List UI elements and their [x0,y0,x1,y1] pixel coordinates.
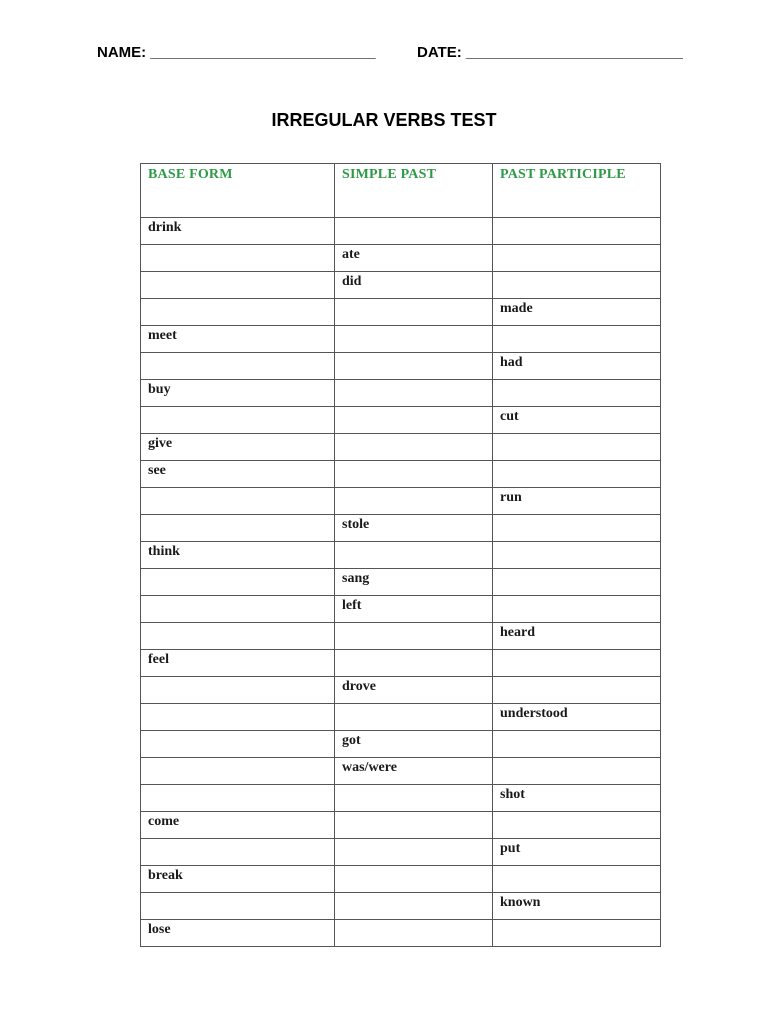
table-row [141,542,661,569]
table-row [141,434,661,461]
base-form-cell[interactable] [141,353,335,380]
table-row [141,812,661,839]
base-form-cell[interactable] [141,299,335,326]
simple-past-cell[interactable] [335,812,493,839]
base-form-cell[interactable] [141,515,335,542]
simple-past-cell[interactable] [335,623,493,650]
past-participle-cell[interactable] [493,812,661,839]
simple-past-cell[interactable] [335,542,493,569]
column-header-past-participle: PAST PARTICIPLE [493,164,661,218]
past-participle-cell: put [493,839,661,866]
past-participle-cell[interactable] [493,326,661,353]
simple-past-cell[interactable] [335,704,493,731]
table-row [141,245,661,272]
past-participle-cell[interactable] [493,218,661,245]
table-row [141,218,661,245]
base-form-cell[interactable] [141,488,335,515]
past-participle-cell: run [493,488,661,515]
base-form-cell: come [141,812,335,839]
past-participle-cell: shot [493,785,661,812]
past-participle-cell[interactable] [493,272,661,299]
page-title: IRREGULAR VERBS TEST [271,110,497,130]
past-participle-cell: had [493,353,661,380]
table-row [141,488,661,515]
past-participle-cell: made [493,299,661,326]
past-participle-cell: cut [493,407,661,434]
base-form-cell[interactable] [141,245,335,272]
column-header-base-form: BASE FORM [141,164,335,218]
base-form-cell[interactable] [141,623,335,650]
simple-past-cell[interactable] [335,839,493,866]
table-row [141,920,661,947]
simple-past-cell[interactable] [335,920,493,947]
past-participle-cell[interactable] [493,380,661,407]
base-form-cell: lose [141,920,335,947]
base-form-cell: meet [141,326,335,353]
base-form-cell: think [141,542,335,569]
simple-past-cell[interactable] [335,893,493,920]
table-row [141,299,661,326]
base-form-cell[interactable] [141,596,335,623]
table-row [141,839,661,866]
table-header-row [141,164,661,218]
base-form-cell[interactable] [141,785,335,812]
table-row [141,461,661,488]
simple-past-cell: drove [335,677,493,704]
past-participle-cell[interactable] [493,650,661,677]
base-form-cell[interactable] [141,407,335,434]
table-row [141,407,661,434]
simple-past-cell[interactable] [335,407,493,434]
table-row [141,326,661,353]
base-form-cell: feel [141,650,335,677]
table-row [141,731,661,758]
base-form-cell: see [141,461,335,488]
simple-past-cell[interactable] [335,650,493,677]
base-form-cell[interactable] [141,758,335,785]
past-participle-cell[interactable] [493,758,661,785]
base-form-cell[interactable] [141,677,335,704]
simple-past-cell[interactable] [335,380,493,407]
simple-past-cell: ate [335,245,493,272]
simple-past-cell[interactable] [335,866,493,893]
verbs-table [140,163,661,947]
header-row [0,44,768,66]
simple-past-cell[interactable] [335,299,493,326]
base-form-cell[interactable] [141,731,335,758]
table-row [141,866,661,893]
table-row [141,380,661,407]
past-participle-cell: known [493,893,661,920]
base-form-cell[interactable] [141,839,335,866]
past-participle-cell[interactable] [493,866,661,893]
past-participle-cell[interactable] [493,515,661,542]
table-row [141,515,661,542]
simple-past-cell: got [335,731,493,758]
past-participle-cell[interactable] [493,245,661,272]
simple-past-cell[interactable] [335,785,493,812]
past-participle-cell: heard [493,623,661,650]
simple-past-cell[interactable] [335,353,493,380]
simple-past-cell: sang [335,569,493,596]
simple-past-cell: stole [335,515,493,542]
base-form-cell[interactable] [141,893,335,920]
verbs-table-container [140,163,660,955]
past-participle-cell[interactable] [493,677,661,704]
simple-past-cell[interactable] [335,434,493,461]
table-row [141,623,661,650]
base-form-cell: break [141,866,335,893]
table-row [141,272,661,299]
table-row [141,569,661,596]
table-row [141,353,661,380]
base-form-cell: buy [141,380,335,407]
table-row [141,650,661,677]
past-participle-cell[interactable] [493,434,661,461]
base-form-cell[interactable] [141,272,335,299]
table-row [141,704,661,731]
base-form-cell[interactable] [141,704,335,731]
past-participle-cell[interactable] [493,461,661,488]
base-form-cell: give [141,434,335,461]
column-header-simple-past: SIMPLE PAST [335,164,493,218]
table-row [141,785,661,812]
base-form-cell[interactable] [141,569,335,596]
simple-past-cell: left [335,596,493,623]
past-participle-cell[interactable] [493,542,661,569]
past-participle-cell[interactable] [493,920,661,947]
table-row [141,596,661,623]
simple-past-cell: did [335,272,493,299]
table-row [141,677,661,704]
past-participle-cell[interactable] [493,731,661,758]
simple-past-cell[interactable] [335,218,493,245]
table-row [141,758,661,785]
date-field[interactable]: DATE: __________________________ [417,44,683,61]
table-row [141,893,661,920]
simple-past-cell: was/were [335,758,493,785]
past-participle-cell[interactable] [493,569,661,596]
simple-past-cell[interactable] [335,461,493,488]
simple-past-cell[interactable] [335,488,493,515]
past-participle-cell[interactable] [493,596,661,623]
name-field[interactable]: NAME: ___________________________ [97,44,376,61]
simple-past-cell[interactable] [335,326,493,353]
past-participle-cell: understood [493,704,661,731]
base-form-cell: drink [141,218,335,245]
